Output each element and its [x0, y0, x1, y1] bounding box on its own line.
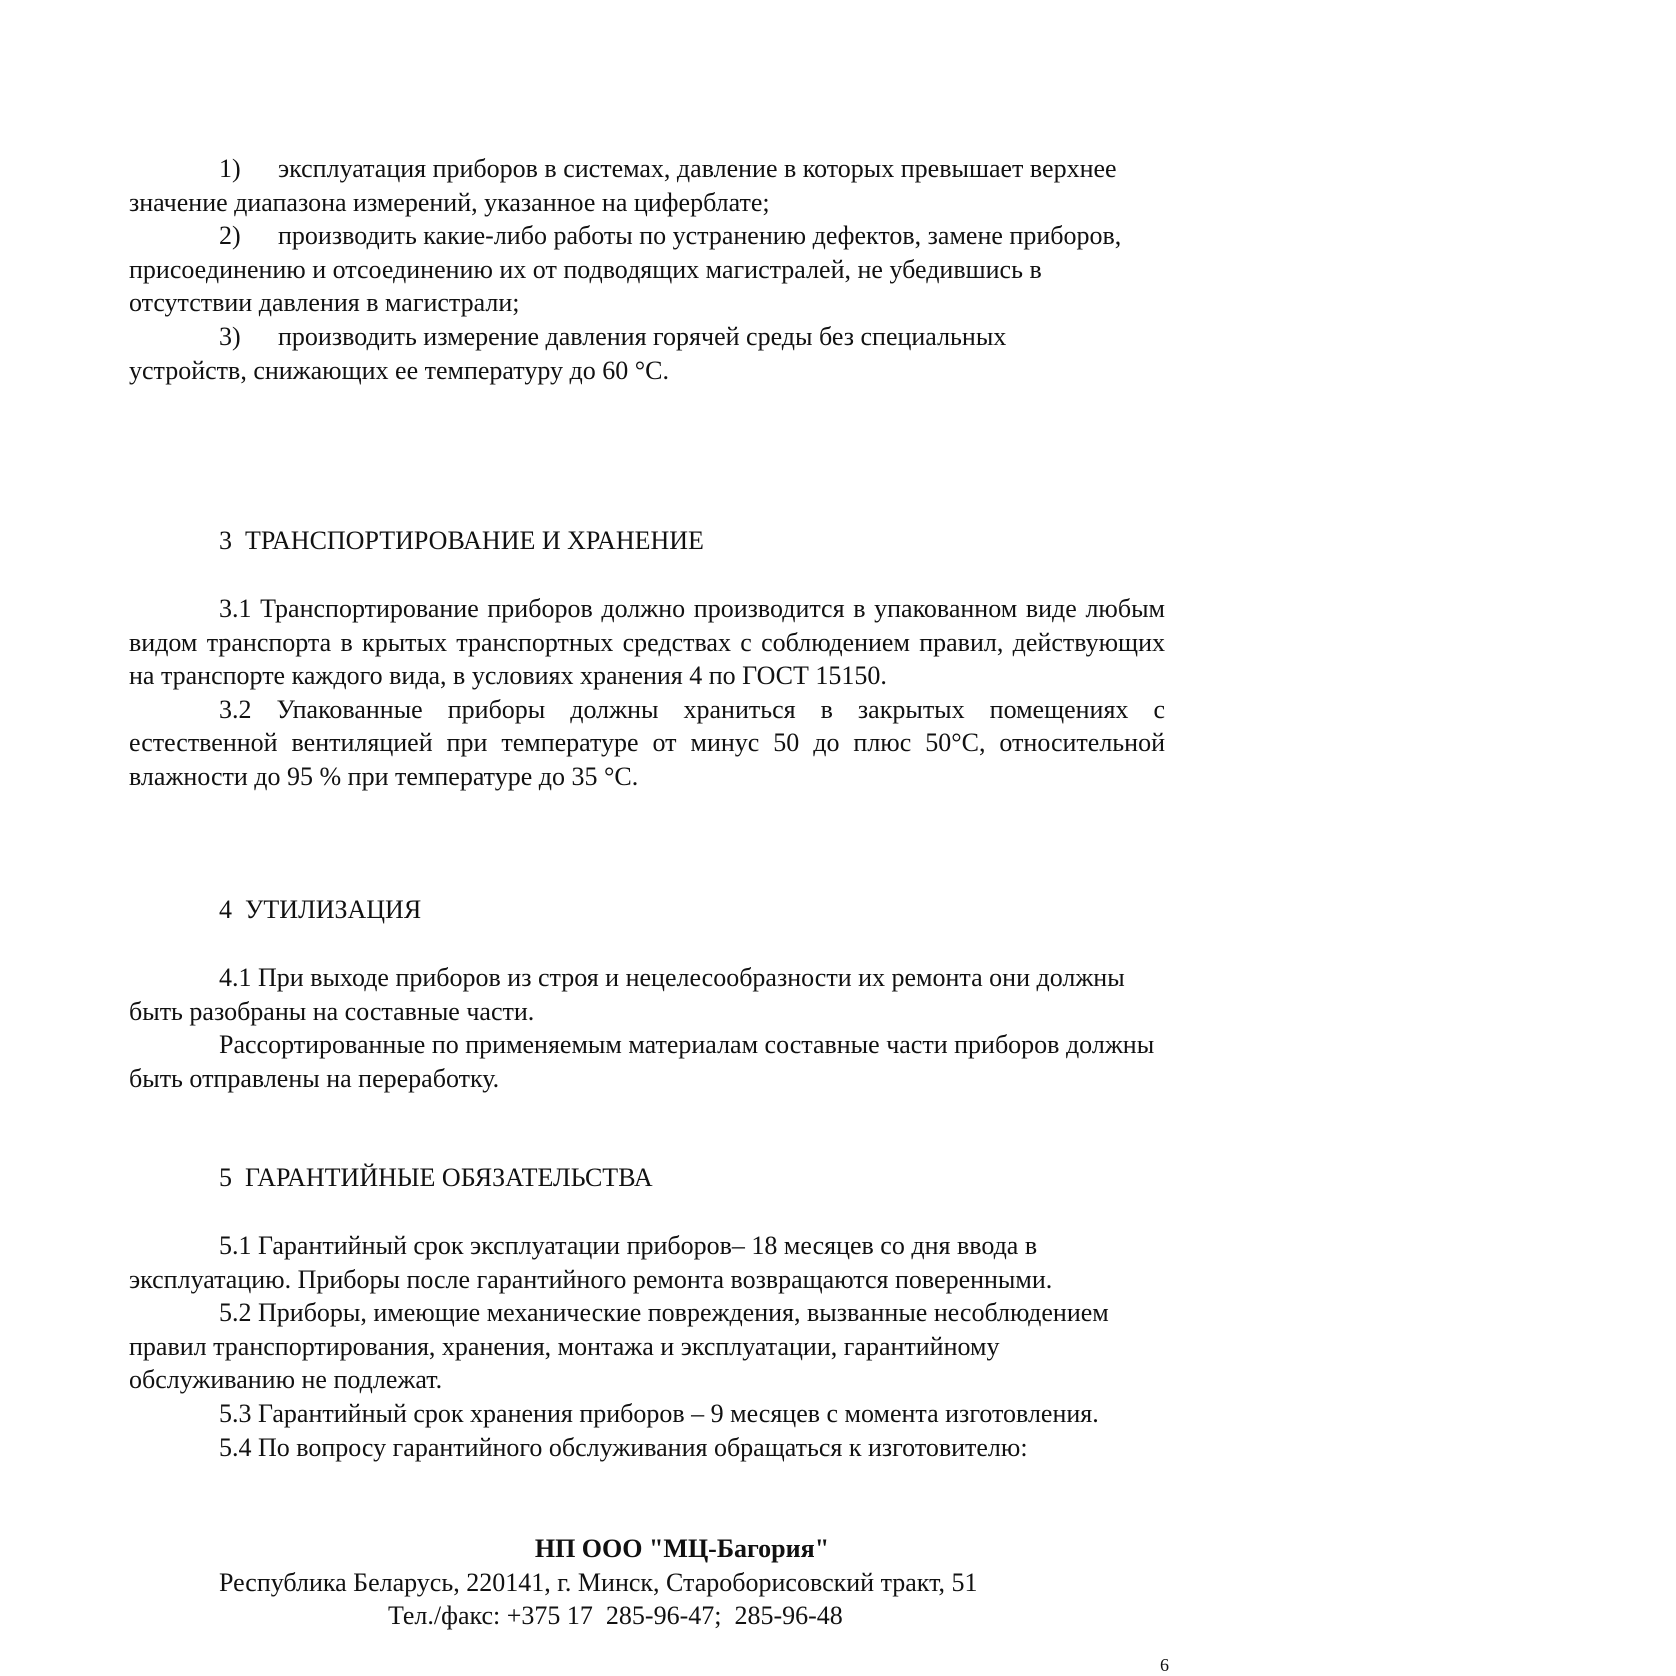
paragraph-3-1: 3.1 Транспортирование приборов должно производится в упакованном виде любым видом транспорта в крытых транспортных средствах с соблюдением правил, действующих на транспорте каждого вида, в условиях хранения 4 по ГОСТ 15150.	[129, 594, 1165, 691]
list-text: производить измерение давления горячей среды без специальных устройств, снижающих ее температуру до 60 °С.	[129, 321, 1007, 385]
page-number: 6	[1160, 1655, 1169, 1675]
prohibition-item-3	[129, 320, 1129, 387]
manufacturer-phone: Тел./факс: +375 17 285-96-47; 285-96-48	[388, 1601, 843, 1631]
section-3-heading: 3 ТРАНСПОРТИРОВАНИЕ И ХРАНЕНИЕ	[219, 526, 704, 555]
paragraph-5-1: 5.1 Гарантийный срок эксплуатации приборов– 18 месяцев со дня ввода в эксплуатацию. Приборы после гарантийного ремонта возвращаются поверенными.	[129, 1231, 1053, 1294]
paragraph-5-3: 5.3 Гарантийный срок хранения приборов – 9 месяцев с момента изготовления.	[219, 1398, 1099, 1428]
list-number: 3)	[219, 321, 241, 351]
list-text: эксплуатация приборов в системах, давление в которых превышает верхнее значение диапазона измерений, указанное на циферблате;	[129, 154, 1117, 217]
paragraph-5-2: 5.2 Приборы, имеющие механические повреждения, вызванные несоблюдением правил транспортирования, хранения, монтажа и эксплуатации, гарантийному обслуживанию не подлежат.	[129, 1298, 1109, 1395]
section-4-heading: 4 УТИЛИЗАЦИЯ	[219, 895, 422, 924]
paragraph-3-2: 3.2 Упакованные приборы должны храниться в закрытых помещениях с естественной вентиляцией при температуре от минус 50 до плюс 50°С, относительной влажности до 95 % при температуре до 35 °С.	[129, 694, 1165, 791]
manufacturer-contact	[129, 1532, 1165, 1633]
section-3-body	[129, 592, 1165, 794]
paragraph-4-1: 4.1 При выходе приборов из строя и нецелесообразности их ремонта они должны быть разобраны на составные части.	[129, 963, 1125, 1026]
prohibition-item-1	[129, 152, 1129, 219]
paragraph-5-4: 5.4 По вопросу гарантийного обслуживания обращаться к изготовителю:	[219, 1432, 1028, 1462]
list-number: 1)	[219, 154, 241, 183]
section-5-body	[129, 1229, 1165, 1464]
list-text: производить какие-либо работы по устранению дефектов, замене приборов, присоединению и отсоединению их от подводящих магистралей, не убедившись в отсутствии давления в магистрали;	[129, 221, 1122, 318]
section-5-heading: 5 ГАРАНТИЙНЫЕ ОБЯЗАТЕЛЬСТВА	[219, 1163, 653, 1192]
section-4-body	[129, 961, 1165, 1095]
prohibition-list	[129, 152, 1165, 387]
list-number: 2)	[219, 221, 241, 251]
manufacturer-name: НП ООО "МЦ-Багория"	[534, 1534, 830, 1563]
paragraph-4-2: Рассортированные по применяемым материалам составные части приборов должны быть отправлены на переработку.	[129, 1030, 1155, 1093]
prohibition-item-2	[129, 219, 1129, 320]
manufacturer-address: Республика Беларусь, 220141, г. Минск, Староборисовский тракт, 51	[219, 1567, 978, 1597]
